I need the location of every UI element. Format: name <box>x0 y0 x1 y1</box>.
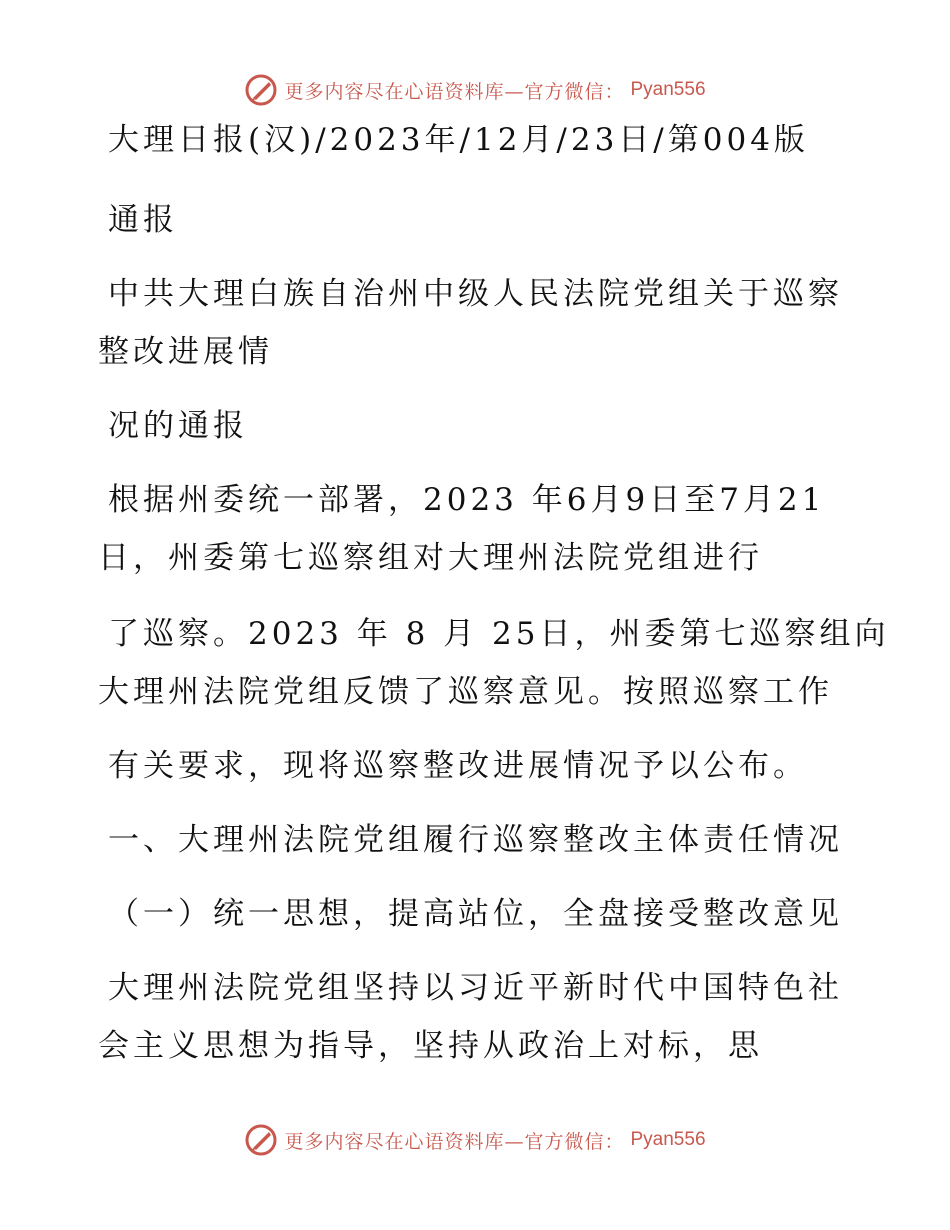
watermark-text: 更多内容尽在心语资料库—官方微信： <box>284 80 625 103</box>
watermark-wechat-id: Pyan556 <box>630 1129 706 1150</box>
title-line-2: 整改进展情 <box>98 334 273 370</box>
watermark-wechat-id: Pyan556 <box>630 79 706 100</box>
paragraph-line: 日，州委第七巡察组对大理州法院党组进行 <box>98 540 763 576</box>
paragraph-line: 了巡察。2023 年 8 月 25日，州委第七巡察组向 <box>108 616 890 652</box>
quill-logo-icon <box>244 1123 278 1157</box>
paragraph-line: 根据州委统一部署，2023 年6月9日至7月21 <box>108 482 826 518</box>
title-line-3: 况的通报 <box>108 408 248 444</box>
paragraph-line: 有关要求，现将巡察整改进展情况予以公布。 <box>108 748 808 784</box>
paragraph-line: 大理州法院党组坚持以习近平新时代中国特色社 <box>108 970 843 1006</box>
heading-notice: 通报 <box>108 202 178 238</box>
paragraph-line: 大理州法院党组反馈了巡察意见。按照巡察工作 <box>98 674 833 710</box>
title-line-1: 中共大理白族自治州中级人民法院党组关于巡察 <box>108 276 843 312</box>
source-line: 大理日报(汉)/2023年/12月/23日/第004版 <box>108 122 809 158</box>
paragraph-line: 会主义思想为指导，坚持从政治上对标，思 <box>98 1028 763 1064</box>
watermark-header <box>0 70 950 110</box>
section-heading-1: 一、大理州法院党组履行巡察整改主体责任情况 <box>108 822 843 858</box>
watermark-footer <box>0 1120 950 1160</box>
quill-logo-icon <box>244 73 278 107</box>
subsection-heading-1: （一）统一思想，提高站位，全盘接受整改意见 <box>108 896 843 932</box>
watermark-text: 更多内容尽在心语资料库—官方微信： <box>284 1130 625 1153</box>
